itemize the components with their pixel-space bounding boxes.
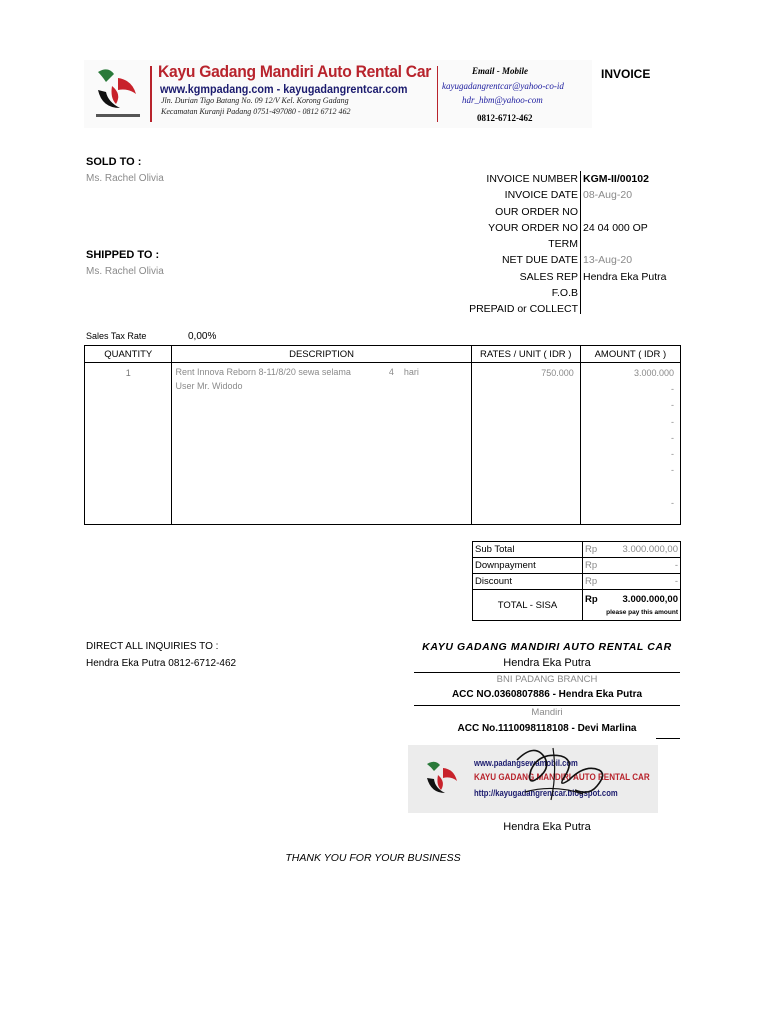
description-line2: User Mr. Widodo	[175, 381, 243, 391]
amount-value: 3.000.000	[633, 368, 674, 378]
amount-cell	[580, 363, 680, 525]
discount-row	[473, 574, 681, 590]
amount-value: -	[671, 448, 674, 459]
amount-value: -	[671, 400, 674, 411]
inquiries-contact: Hendra Eka Putra 0812-6712-462	[86, 658, 237, 669]
info-divider	[580, 171, 581, 314]
email-primary: kayugadangrentcar@yahoo-co-id	[442, 81, 564, 91]
rental-days: 4	[388, 367, 394, 377]
invoice-info-labels	[440, 171, 578, 318]
term-value	[583, 236, 713, 252]
quantity-value: 1	[125, 368, 131, 378]
rate-header: RATES / UNIT ( IDR )	[471, 346, 580, 363]
total-currency: Rp	[585, 594, 598, 605]
description-text: Rent Innova Reborn 8-11/8/20 sewa selama	[175, 367, 351, 377]
header-divider	[150, 66, 152, 122]
amount-value: -	[671, 465, 674, 476]
subtotal-currency: Rp	[585, 544, 598, 555]
company-logo-icon	[92, 64, 144, 122]
amount-header: AMOUNT ( IDR )	[580, 346, 680, 363]
discount-amount	[583, 574, 681, 590]
net-due-date-label: NET DUE DATE	[501, 254, 578, 267]
header-divider-right	[437, 66, 438, 122]
sales-rep-value: Hendra Eka Putra	[583, 270, 667, 283]
amount-value: -	[671, 384, 674, 395]
downpayment-row	[473, 558, 681, 574]
line-items-table	[84, 345, 681, 525]
your-order-value: 24 04 000 OP	[583, 221, 648, 234]
rental-unit: hari	[403, 367, 419, 377]
prepaid-collect-value	[583, 301, 713, 317]
downpayment-amount	[583, 558, 681, 574]
prepaid-collect-label: PREPAID or COLLECT	[469, 303, 578, 316]
description-header: DESCRIPTION	[172, 346, 471, 363]
downpayment-value: -	[674, 560, 678, 571]
stamp-website: www.padangsewamobil.com	[474, 758, 578, 768]
inquiries-label: DIRECT ALL INQUIRIES TO :	[86, 641, 219, 652]
quantity-header: QUANTITY	[85, 346, 172, 363]
stamp-blog: http://kayugadangrentcar.blogspot.com	[474, 788, 618, 798]
bank-company-name: KAYU GADANG MANDIRI AUTO RENTAL CAR	[422, 641, 672, 653]
our-order-label: OUR ORDER NO	[495, 205, 578, 218]
company-websites: www.kgmpadang.com - kayugadangrentcar.com	[160, 82, 408, 96]
sales-tax-value: 0,00%	[188, 331, 217, 342]
invoice-number-value: KGM-II/00102	[583, 173, 649, 185]
divider	[414, 705, 680, 706]
downpayment-label: Downpayment	[473, 558, 583, 574]
divider	[414, 672, 680, 673]
invoice-date-label: INVOICE DATE	[504, 189, 578, 202]
shipped-to-name: Ms. Rachel Olivia	[86, 266, 164, 277]
description-cell	[172, 363, 471, 525]
amount-value	[581, 479, 680, 495]
fob-label: F.O.B	[551, 287, 578, 300]
sales-tax-label: Sales Tax Rate	[86, 331, 147, 341]
company-address-line1: Jln. Durian Tigo Batang No. 09 12/V Kel. Korong Gadang	[161, 96, 349, 105]
bank2-name: Mandiri	[531, 707, 563, 718]
divider	[656, 738, 680, 739]
bank1-account: ACC NO.0360807886 - Hendra Eka Putra	[451, 689, 643, 700]
sold-to-label: SOLD TO :	[86, 156, 142, 168]
totals-table	[472, 541, 681, 621]
shipped-to-label: SHIPPED TO :	[86, 249, 160, 261]
subtotal-amount	[583, 542, 681, 558]
your-order-label: YOUR ORDER NO	[488, 221, 578, 234]
total-amount	[583, 590, 681, 621]
bank1-name: BNI PADANG BRANCH	[496, 674, 598, 685]
mobile-number: 0812-6712-462	[477, 113, 533, 123]
subtotal-label: Sub Total	[473, 542, 583, 558]
stamp-company-name: KAYU GADANG MANDIRI AUTO RENTAL CAR	[474, 772, 650, 783]
signature-icon	[505, 740, 615, 810]
thank-you-note: THANK YOU FOR YOUR BUSINESS	[285, 852, 461, 864]
total-row	[473, 590, 681, 621]
downpayment-currency: Rp	[585, 560, 598, 571]
invoice-number-label: INVOICE NUMBER	[486, 173, 578, 185]
our-order-value	[583, 204, 713, 220]
sold-to-name: Ms. Rachel Olivia	[86, 173, 164, 184]
company-address-line2: Kecamatan Kuranji Padang 0751-497080 - 0812 6712 462	[161, 107, 351, 116]
rate-value: 750.000	[541, 368, 574, 378]
table-header-row	[85, 346, 681, 363]
bank2-account: ACC No.1110098118108 - Devi Marlina	[457, 723, 637, 734]
subtotal-row	[473, 542, 681, 558]
sales-rep-label: SALES REP	[519, 270, 578, 283]
amount-value: -	[671, 497, 674, 508]
document-title: INVOICE	[601, 67, 651, 81]
description-line1	[175, 367, 470, 377]
fob-value	[583, 285, 713, 301]
contact-title: Email - Mobile	[472, 66, 528, 76]
bank-signer-name: Hendra Eka Putra	[503, 657, 591, 669]
company-name: Kayu Gadang Mandiri Auto Rental Car	[158, 62, 432, 81]
term-label: TERM	[548, 238, 578, 251]
invoice-info-values	[583, 171, 713, 318]
total-value: 3.000.000,00	[622, 594, 678, 605]
amount-value: -	[671, 432, 674, 443]
email-secondary: hdr_hbm@yahoo-com	[462, 95, 543, 105]
total-label: TOTAL - SISA	[473, 590, 583, 621]
quantity-cell	[85, 363, 172, 525]
net-due-date-value: 13-Aug-20	[583, 254, 633, 267]
invoice-date-value: 08-Aug-20	[583, 189, 633, 202]
total-note: please pay this amount	[606, 609, 678, 616]
discount-label: Discount	[473, 574, 583, 590]
rate-cell	[471, 363, 580, 525]
discount-currency: Rp	[585, 576, 598, 587]
table-row	[85, 363, 681, 525]
signature-name: Hendra Eka Putra	[503, 821, 591, 833]
stamp-logo-icon	[423, 756, 463, 806]
discount-value: -	[674, 576, 678, 587]
subtotal-value: 3.000.000,00	[622, 544, 678, 555]
amount-value: -	[671, 416, 674, 427]
